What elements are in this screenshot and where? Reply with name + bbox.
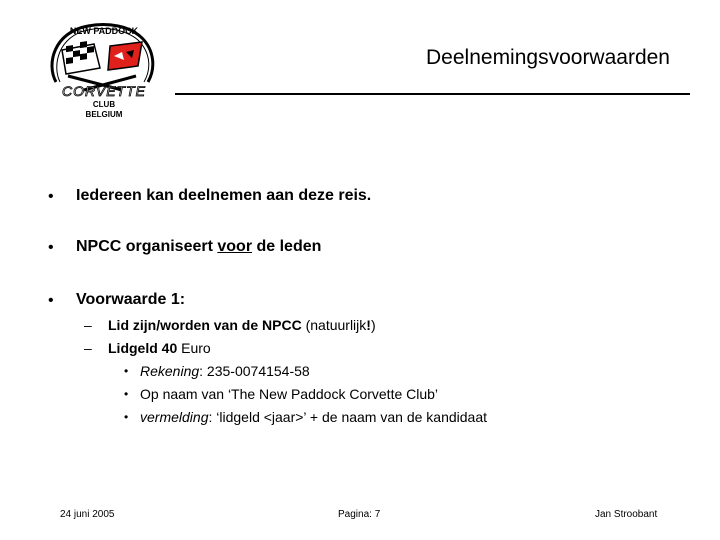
sub-item-bold: ! — [366, 317, 371, 333]
detail-item: Op naam van ‘The New Paddock Corvette Club’ — [140, 386, 439, 402]
detail-label: vermelding — [140, 409, 209, 425]
bullet-icon: • — [48, 188, 54, 205]
dash-icon: – — [84, 340, 92, 356]
detail-value: : ‘lidgeld <jaar>’ + de naam van de kandidaat — [208, 409, 487, 425]
logo-corvette-text: CORVETTE — [62, 83, 146, 99]
red-flag-icon — [108, 42, 142, 70]
sub-item — [108, 317, 376, 333]
bullet-text-underlined: voor — [217, 238, 253, 255]
bullet-icon: • — [124, 410, 129, 424]
footer-page-number: Pagina: 7 — [338, 509, 381, 520]
club-logo — [38, 20, 170, 124]
bullet-item — [76, 238, 321, 256]
bullet-icon: • — [124, 364, 129, 378]
title-divider — [175, 93, 690, 95]
bullet-icon: • — [48, 239, 54, 256]
logo-country-text: BELGIUM — [85, 110, 123, 119]
sub-item-plain: natuurlijk — [310, 317, 367, 333]
footer-author: Jan Stroobant — [595, 509, 658, 520]
detail-item — [140, 409, 487, 425]
bullet-text-part: de leden — [252, 238, 322, 255]
sub-item-plain: ) — [370, 317, 376, 333]
logo-club-text: CLUB — [92, 100, 116, 109]
bullet-text-part: NPCC organiseert — [76, 238, 218, 255]
sub-item-bold: Lid zijn/worden van de NPCC — [108, 317, 306, 333]
logo-top-text: NEW PADDOCK — [69, 26, 139, 36]
corvette-flags-logo — [38, 20, 170, 124]
bullet-item: Voorwaarde 1: — [76, 291, 186, 308]
bullet-icon: • — [48, 292, 54, 309]
detail-item — [140, 363, 310, 379]
sub-item-plain: ( — [305, 317, 311, 333]
detail-label: Rekening — [140, 363, 200, 379]
page-title: Deelnemingsvoorwaarden — [426, 46, 670, 69]
dash-icon: – — [84, 317, 92, 333]
bullet-item: Iedereen kan deelnemen aan deze reis. — [76, 187, 372, 204]
sub-item — [108, 340, 211, 356]
bullet-icon: • — [124, 387, 129, 401]
sub-item-bold: Lidgeld 40 — [108, 340, 182, 356]
sub-item-plain: Euro — [181, 340, 211, 356]
checkered-flag-icon — [62, 41, 100, 74]
footer-date: 24 juni 2005 — [60, 509, 115, 520]
detail-value: : 235-0074154-58 — [199, 363, 310, 379]
